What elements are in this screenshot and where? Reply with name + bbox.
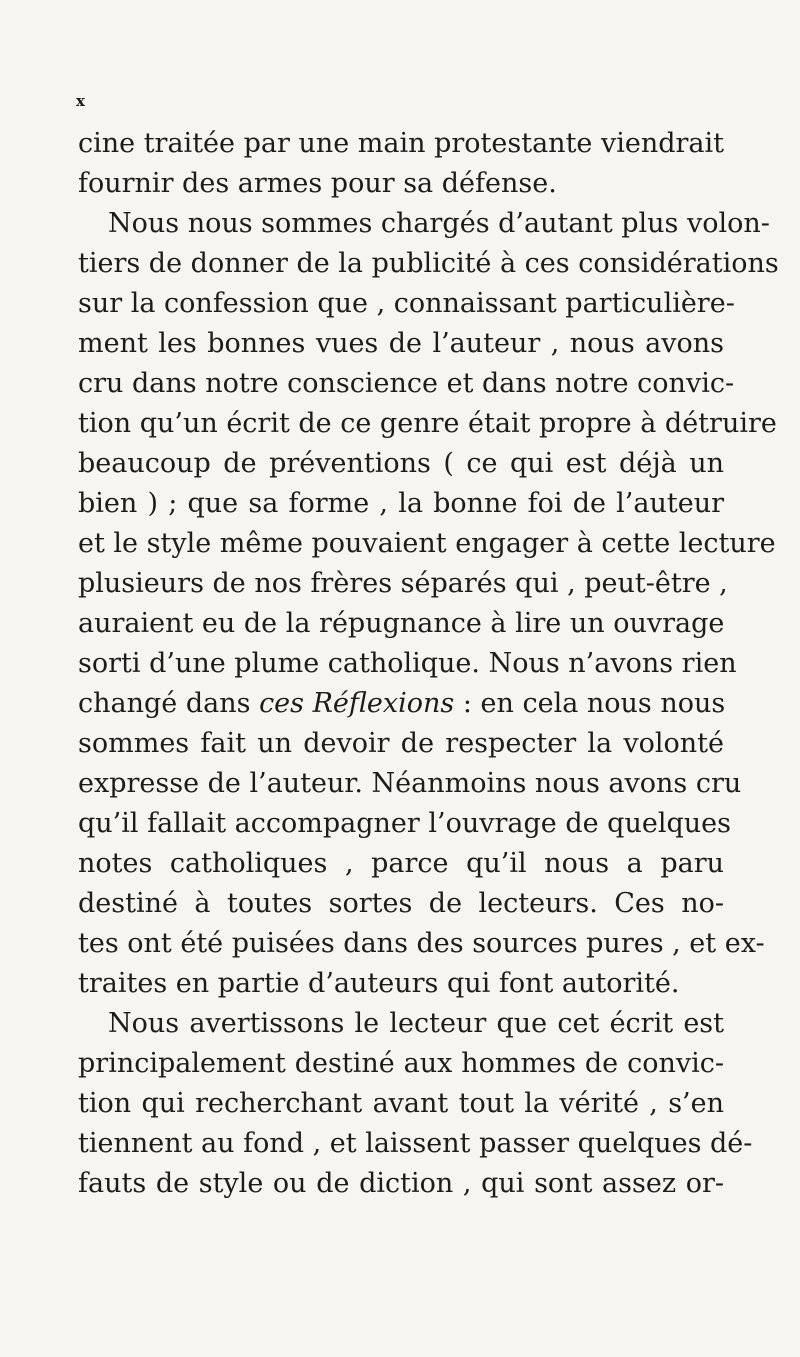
italic-title: ces Réflexions bbox=[259, 688, 455, 719]
text-line: et le style même pouvaient engager à cette lecture bbox=[78, 528, 776, 559]
text-line: cine traitée par une main protestante viendrait bbox=[78, 128, 725, 159]
text-line: auraient eu de la répugnance à lire un ouvrage bbox=[78, 608, 725, 639]
text-line bbox=[78, 684, 724, 724]
text-line: sommes fait un devoir de respecter la volonté bbox=[78, 728, 724, 759]
text-line: plusieurs de nos frères séparés qui , peut-être , bbox=[78, 568, 728, 599]
text-line: cru dans notre conscience et dans notre convic- bbox=[78, 368, 735, 399]
text-line: bien ) ; que sa forme , la bonne foi de l’auteur bbox=[78, 488, 724, 519]
text-line: traites en partie d’auteurs qui font autorité. bbox=[78, 968, 680, 999]
text-line: sur la confession que , connaissant particulière- bbox=[78, 288, 735, 319]
text-line: Nous nous sommes chargés d’autant plus volon- bbox=[108, 208, 770, 239]
text-line: sorti d’une plume catholique. Nous n’avons rien bbox=[78, 648, 737, 679]
page-number: x bbox=[76, 92, 86, 110]
text-line: tes ont été puisées dans des sources pures , et ex- bbox=[78, 928, 765, 959]
text-line: tiers de donner de la publicité à ces considérations bbox=[78, 248, 779, 279]
text-line: beaucoup de préventions ( ce qui est déjà un bbox=[78, 448, 724, 479]
text-line: destiné à toutes sortes de lecteurs. Ces no- bbox=[78, 888, 724, 919]
text-line: ment les bonnes vues de l’auteur , nous avons bbox=[78, 328, 724, 359]
text-line: notes catholiques , parce qu’il nous a paru bbox=[78, 848, 724, 879]
text-line: qu’il fallait accompagner l’ouvrage de quelques bbox=[78, 808, 731, 839]
text-segment: changé dans bbox=[78, 688, 260, 719]
text-line: tion qu’un écrit de ce genre était propre à détruire bbox=[78, 408, 777, 439]
text-line: fournir des armes pour sa défense. bbox=[78, 168, 557, 199]
text-segment: : en cela nous nous bbox=[454, 688, 726, 719]
text-line: principalement destiné aux hommes de convic- bbox=[78, 1048, 724, 1079]
body-text bbox=[78, 124, 779, 1204]
text-line: tiennent au fond , et laissent passer quelques dé- bbox=[78, 1128, 753, 1159]
text-line: tion qui recherchant avant tout la vérité , s’en bbox=[78, 1088, 724, 1119]
text-line: expresse de l’auteur. Néanmoins nous avons cru bbox=[78, 768, 742, 799]
text-line: fauts de style ou de diction , qui sont assez or- bbox=[78, 1168, 724, 1199]
text-line: Nous avertissons le lecteur que cet écrit est bbox=[108, 1008, 724, 1039]
